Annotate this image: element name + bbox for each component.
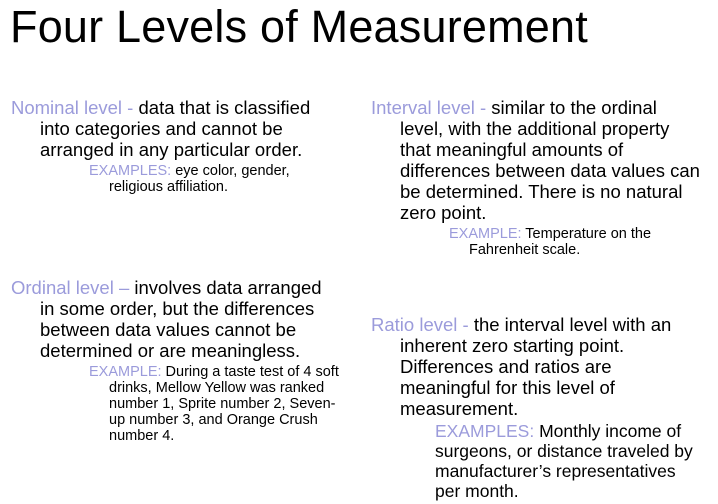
ratio-example-label: EXAMPLES:	[435, 421, 535, 441]
nominal-term: Nominal level -	[11, 97, 139, 118]
ratio-definition: the interval level with an inherent zero starting point. Differences and ratios are meaningful for this level of measurement.	[400, 314, 672, 419]
ordinal-term: Ordinal level –	[11, 277, 135, 298]
ordinal-section	[11, 277, 339, 444]
ratio-term: Ratio level -	[371, 314, 474, 335]
ratio-example	[435, 421, 700, 501]
ordinal-example-label: EXAMPLE:	[89, 364, 162, 380]
nominal-definition: data that is classified into categories and cannot be arranged in any particular order.	[40, 97, 311, 160]
interval-example-label: EXAMPLE:	[449, 226, 522, 242]
interval-example	[449, 226, 699, 258]
ratio-paragraph	[371, 314, 706, 419]
interval-term: Interval level -	[371, 97, 492, 118]
page-title: Four Levels of Measurement	[10, 1, 588, 52]
ordinal-paragraph	[11, 277, 336, 361]
nominal-example-text: eye color, gender, religious affiliation.	[109, 163, 290, 195]
interval-section	[371, 97, 701, 258]
ordinal-example-text: During a taste test of 4 soft drinks, Mellow Yellow was ranked number 1, Sprite number 2, Seven-up number 3, and Orange Crush number 4.	[109, 364, 339, 444]
ratio-section	[371, 314, 706, 501]
nominal-example	[89, 163, 339, 195]
interval-paragraph	[371, 97, 701, 223]
ordinal-example	[89, 364, 344, 444]
interval-example-text: Temperature on the Fahrenheit scale.	[469, 226, 652, 258]
nominal-section	[11, 97, 336, 195]
ratio-example-text: Monthly income of surgeons, or distance traveled by manufacturer’s representatives per month.	[435, 421, 693, 501]
nominal-example-label: EXAMPLES:	[89, 163, 172, 179]
nominal-paragraph	[11, 97, 336, 160]
ordinal-definition: involves data arranged in some order, but the differences between data values cannot be determined or are meaningless.	[40, 277, 322, 361]
interval-definition: similar to the ordinal level, with the additional property that meaningful amounts of differences between data values can be determined. There is no natural zero point.	[400, 97, 700, 223]
